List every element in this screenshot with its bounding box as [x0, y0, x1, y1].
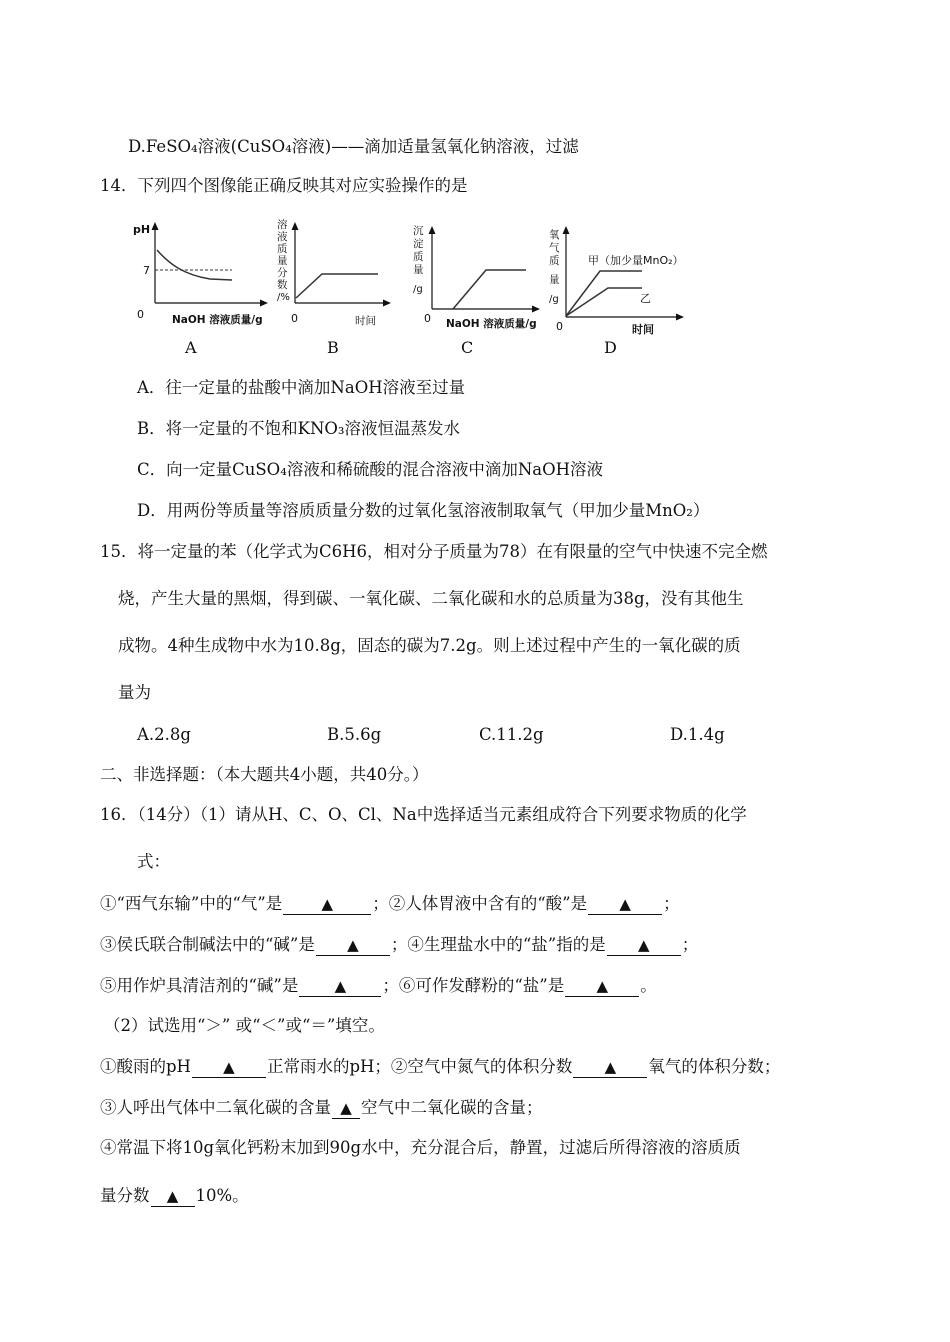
- answer-blank-6[interactable]: ▲: [565, 976, 639, 997]
- graph-b-ylabel-4: 分: [277, 267, 288, 279]
- q14-option-d: D．用两份等质量等溶质质量分数的过氧化氢溶液制取氧气（甲加少量MnO₂）: [137, 501, 710, 520]
- q16-part2-row-3: ④常温下将10g氧化钙粉末加到90g水中，充分混合后，静置，过滤后所得溶液的溶质质: [100, 1138, 741, 1157]
- answer-blank-3[interactable]: ▲: [316, 935, 390, 956]
- graph-d-ylabel-2: 质: [549, 255, 560, 267]
- q14-stem: 14．下列四个图像能正确反映其对应实验操作的是: [100, 176, 468, 195]
- graph-c-xlabel: NaOH 溶液质量/g: [446, 318, 537, 330]
- q15-stem-line3: 成物。4种生成物中水为10.8g，固态的碳为7.2g。则上述过程中产生的一氧化碳的质: [118, 636, 741, 655]
- graph-c-ylabel-4: /g: [413, 284, 423, 295]
- q15-option-c: C.11.2g: [479, 725, 544, 744]
- q15-option-b: B.5.6g: [327, 725, 382, 744]
- answer-blank-5[interactable]: ▲: [299, 976, 381, 997]
- answer-blank-2[interactable]: ▲: [588, 894, 662, 915]
- answer-blank-4[interactable]: ▲: [607, 935, 681, 956]
- graph-b: [277, 218, 391, 327]
- q16-row-2: ③侯氏联合制碱法中的“碱”是 ▲ ；④生理盐水中的“盐”指的是 ▲ ；: [100, 935, 699, 954]
- graph-c-label: C: [461, 338, 474, 357]
- graph-d-curve-jia-label: 甲（加少量MnO₂）: [588, 254, 684, 267]
- graph-d-label: D: [604, 338, 617, 357]
- q16-part-2-intro: （2）试选用“＞” 或“＜”或“＝”填空。: [104, 1016, 385, 1035]
- graph-b-ylabel-2: 质: [277, 243, 288, 255]
- q14-option-a: A．往一定量的盐酸中滴加NaOH溶液至过量: [137, 378, 466, 397]
- q15-option-a: A.2.8g: [137, 725, 191, 744]
- graph-b-xlabel: 时间: [355, 315, 376, 327]
- graph-d-curve-yi-label: 乙: [640, 292, 651, 305]
- graph-d-ylabel-1: 气: [549, 242, 560, 254]
- q16-row-3: ⑤用作炉具清洁剂的“碱”是 ▲ ；⑥可作发酵粉的“盐”是 ▲ 。: [100, 976, 657, 995]
- graph-d-origin: 0: [556, 320, 563, 333]
- q14-option-c: C．向一定量CuSO₄溶液和稀硫酸的混合溶液中滴加NaOH溶液: [137, 460, 604, 479]
- graph-a-label: A: [185, 338, 197, 357]
- graph-b-ylabel-0: 溶: [277, 219, 288, 231]
- answer-blank-9[interactable]: ▲: [332, 1098, 360, 1119]
- answer-blank-8[interactable]: ▲: [573, 1057, 647, 1078]
- q16-part2-row-1: ①酸雨的pH ▲ 正常雨水的pH；②空气中氮气的体积分数 ▲ 氧气的体积分数；: [100, 1057, 781, 1076]
- graph-b-ylabel-1: 液: [277, 231, 288, 243]
- graph-a: [133, 222, 268, 326]
- q16-part2-row-2: ③人呼出气体中二氧化碳的含量 ▲ 空气中二氧化碳的含量；: [100, 1098, 543, 1117]
- graph-c-ylabel-2: 质: [413, 251, 424, 263]
- section-2-heading: 二、非选择题：（本大题共4小题，共40分。）: [100, 765, 429, 784]
- q15-option-d: D.1.4g: [670, 725, 725, 744]
- q16-stem-line2: 式：: [137, 852, 170, 871]
- graph-d: [549, 226, 684, 336]
- graph-d-xlabel: 时间: [632, 323, 654, 336]
- graph-c-ylabel-3: 量: [413, 264, 424, 276]
- q14-graphs: [0, 0, 950, 340]
- graph-b-label: B: [327, 338, 339, 357]
- graph-c-ylabel-1: 淀: [413, 238, 424, 250]
- graph-a-xlabel: NaOH 溶液质量/g: [172, 314, 263, 326]
- q16-row-1: ①“西气东输”中的“气”是 ▲ ；②人体胃液中含有的“酸”是 ▲ ；: [100, 894, 680, 913]
- q16-part2-row-4: 量分数 ▲ 10%。: [100, 1186, 249, 1205]
- graph-d-ylabel-4: /g: [549, 294, 559, 305]
- graph-b-ylabel-3: 量: [277, 255, 288, 267]
- q15-stem-line1: 15．将一定量的苯（化学式为C6H6，相对分子质量为78）在有限量的空气中快速不完全燃: [100, 542, 768, 561]
- graph-d-ylabel-0: 氧: [549, 229, 560, 241]
- graph-a-ph7-mark: 7: [143, 264, 150, 277]
- q15-stem-line2: 烧，产生大量的黑烟，得到碳、一氧化碳、二氧化碳和水的总质量为38g，没有其他生: [118, 589, 744, 608]
- answer-blank-10[interactable]: ▲: [151, 1186, 195, 1207]
- graph-b-ylabel-6: /%: [277, 292, 290, 303]
- q14-option-b: B．将一定量的不饱和KNO₃溶液恒温蒸发水: [137, 419, 461, 438]
- graph-c-origin: 0: [424, 312, 431, 325]
- q13-option-d: D.FeSO₄溶液(CuSO₄溶液)——滴加适量氢氧化钠溶液，过滤: [128, 137, 579, 156]
- graph-d-ylabel-3: 量: [549, 274, 560, 286]
- graph-b-ylabel-5: 数: [277, 279, 288, 291]
- q15-stem-line4: 量为: [118, 683, 151, 702]
- graph-b-origin: 0: [291, 312, 298, 325]
- graph-a-ylabel: pH: [133, 223, 151, 236]
- graph-c-ylabel-0: 沉: [413, 225, 424, 237]
- graph-a-origin: 0: [137, 308, 144, 321]
- answer-blank-1[interactable]: ▲: [283, 894, 371, 915]
- q16-stem-line1: 16．（14分）（1）请从H、C、O、Cl、Na中选择适当元素组成符合下列要求物质的化学: [100, 805, 747, 824]
- answer-blank-7[interactable]: ▲: [192, 1057, 266, 1078]
- graph-c: [413, 225, 540, 330]
